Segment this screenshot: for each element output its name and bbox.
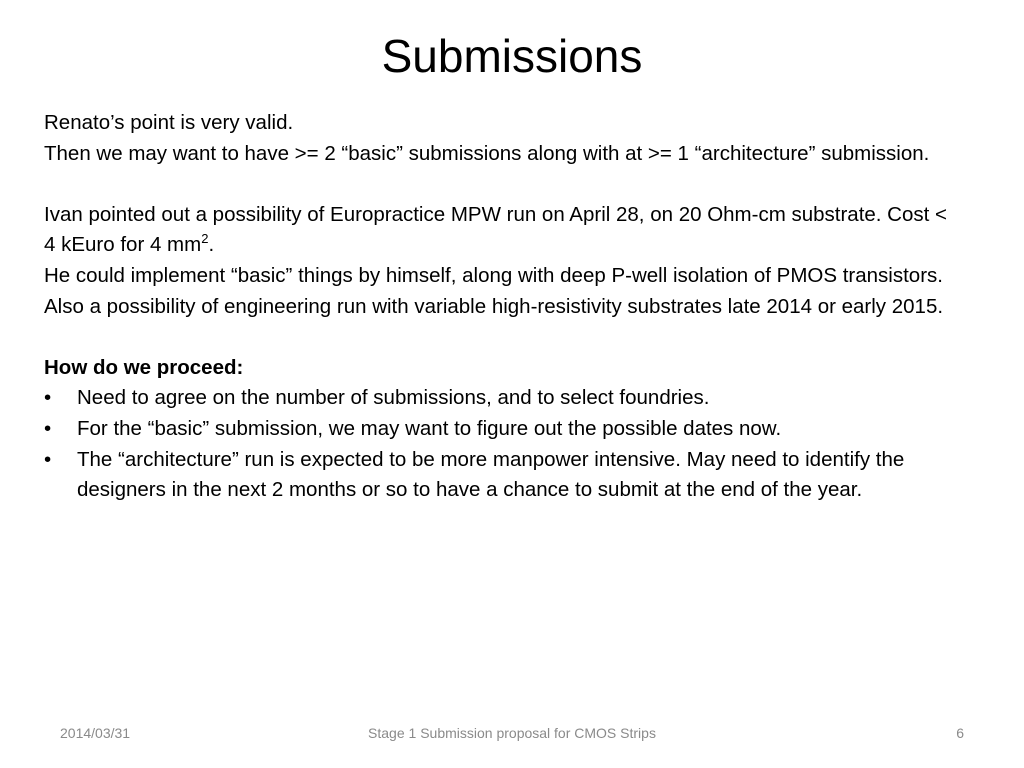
paragraph-submissions-plan: Then we may want to have >= 2 “basic” submissions along with at >= 1 “architecture” submission. [44, 141, 930, 165]
paragraph-europractice-run [44, 200, 949, 261]
superscript-squared: 2 [201, 231, 209, 247]
bullet-item [44, 383, 949, 414]
paragraph-renato-point: Renato’s point is very valid. [44, 111, 294, 134]
europractice-text: Ivan pointed out a possibility of Europractice MPW run on April 28, on 20 Ohm-cm substrate. Cost < 4 kEuro for 4 mm [44, 202, 948, 257]
bullet-dot-icon: • [44, 416, 52, 440]
section-heading: How do we proceed: [44, 355, 244, 379]
bullet-dot-icon: • [44, 386, 52, 410]
paragraph-engineering-run: Also a possibility of engineering run with variable high-resistivity substrates late 2014 or early 2015. [44, 294, 944, 318]
bullet-dot-icon: • [44, 447, 52, 471]
footer-date: 2014/03/31 [60, 725, 131, 741]
bullet-text: For the “basic” submission, we may want to figure out the possible dates now. [77, 416, 782, 440]
europractice-period: . [208, 233, 215, 257]
paragraph-basic-implementation: He could implement “basic” things by himself, along with deep P-well isolation of PMOS transistors. [44, 263, 943, 287]
footer-page-number: 6 [956, 725, 964, 741]
footer-title: Stage 1 Submission proposal for CMOS Strips [368, 725, 656, 741]
slide-title: Submissions [381, 30, 643, 82]
bullet-text: The “architecture” run is expected to be more manpower intensive. May need to identify the designers in the next 2 months or so to have a chance to submit at the end of the year. [77, 447, 905, 502]
spacer [44, 169, 949, 200]
bullet-item [44, 414, 949, 445]
bullet-text: Need to agree on the number of submissions, and to select foundries. [77, 386, 710, 410]
bullet-list [44, 383, 949, 505]
bullet-item [44, 445, 949, 506]
slide-body [44, 108, 949, 506]
spacer [44, 322, 949, 353]
